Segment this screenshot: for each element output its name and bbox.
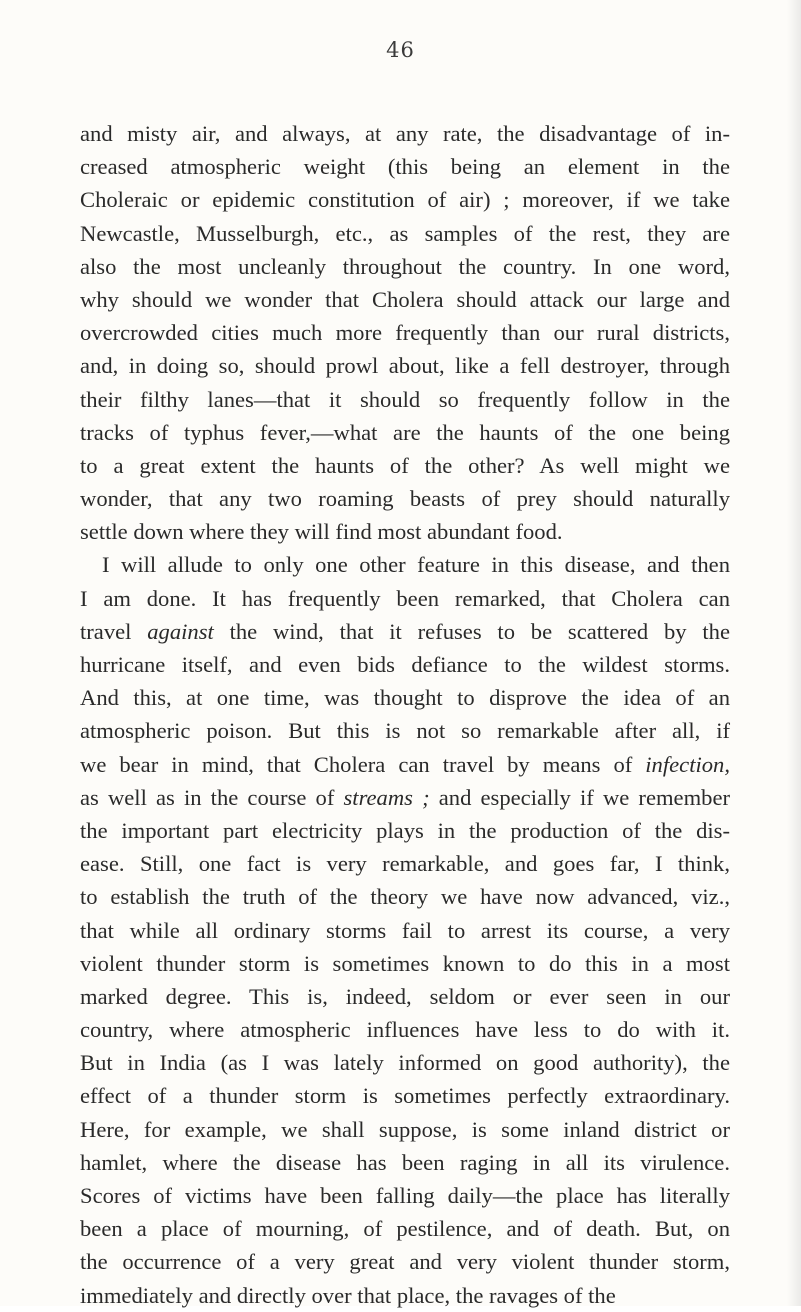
text-segment: been a place of mourning, of pestilence, and of death. But, on [80,1216,730,1242]
text-line [80,980,730,1013]
text-line [80,416,730,449]
text-line [80,1046,730,1079]
text-segment: why should we wonder that Cholera should attack our large and [80,286,730,312]
text-segment: effect of a thunder storm is sometimes perfectly extraordinary. [80,1083,730,1109]
text-segment: violent thunder storm is sometimes known to do this in a most [80,950,730,976]
text-line [80,1212,730,1245]
text-segment: travel [80,618,148,644]
text-line [80,847,730,880]
text-segment: and especially if we remember [429,784,731,810]
text-segment: Choleraic or epidemic constitution of air) ; moreover, if we take [80,187,730,213]
italic-text: against [147,618,214,644]
text-segment: tracks of typhus fever,—what are the haunts of the one being [80,419,730,445]
text-line [80,748,730,781]
text-line [80,1079,730,1112]
text-segment: to a great extent the haunts of the other? As well might we [80,452,730,478]
text-line [80,482,730,515]
text-line [80,383,730,416]
text-line [80,681,730,714]
text-segment: creased atmospheric weight (this being an element in the [80,154,730,180]
text-segment: hurricane itself, and even bids defiance to the wildest storms. [80,652,730,677]
text-segment: immediately and directly over that place, the ravages of the [80,1282,616,1308]
text-line [80,1146,730,1179]
text-line [80,582,730,615]
text-line [80,316,730,349]
text-line [80,1279,730,1312]
body-text [80,117,730,1312]
text-segment: the occurrence of a very great and very violent thunder storm, [80,1249,730,1275]
text-segment: Newcastle, Musselburgh, etc., as samples of the rest, they are [80,220,730,246]
text-segment: I am done. It has frequently been remarked, that Cholera can [80,585,730,611]
text-line [80,515,730,548]
text-segment: settle down where they will find most abundant food. [80,519,563,545]
text-line [80,814,730,847]
page-edge-shadow [787,0,801,1306]
text-line [80,283,730,316]
text-segment: the important part electricity plays in the production of the dis- [80,817,730,843]
text-line [80,781,730,814]
page-number: 46 [386,38,415,62]
text-segment: Here, for example, we shall suppose, is some inland district or [80,1116,730,1142]
text-segment: wonder, that any two roaming beasts of prey should naturally [80,486,730,512]
text-line [80,217,730,250]
text-segment: But in India (as I was lately informed on good authority), the [80,1050,730,1076]
text-line [80,449,730,482]
text-segment: as well as in the course of [80,784,344,810]
text-line [80,1179,730,1212]
text-segment: country, where atmospheric influences have less to do with it. [80,1017,730,1043]
text-line [80,1013,730,1046]
text-line [80,117,730,150]
text-line [80,349,730,382]
text-segment: hamlet, where the disease has been raging in all its virulence. [80,1149,730,1175]
text-line [80,714,730,747]
text-segment: overcrowded cities much more frequently than our rural districts, [80,320,730,346]
text-segment: and misty air, and always, at any rate, the disadvantage of in- [80,121,730,146]
text-segment: Scores of victims have been falling daily—the place has literally [80,1183,730,1208]
text-line [80,648,730,681]
text-line [80,150,730,183]
text-segment: also the most uncleanly throughout the country. In one word, [80,253,730,279]
text-segment: we bear in mind, that Cholera can travel by means of [80,751,646,777]
text-segment: the wind, that it refuses to be scattered by the [213,618,730,644]
text-segment: atmospheric poison. But this is not so remarkable after all, if [80,718,730,744]
text-line [80,183,730,216]
text-line [80,947,730,980]
text-line [80,880,730,913]
text-segment: that while all ordinary storms fail to arrest its course, a very [80,917,730,943]
text-segment: and, in doing so, should prowl about, like a fell destroyer, through [80,353,730,379]
text-line [80,1113,730,1146]
text-line [80,250,730,283]
text-line [80,615,730,648]
italic-text: streams ; [343,784,430,810]
italic-text: infection, [645,751,730,777]
text-segment: their filthy lanes—that it should so frequently follow in the [80,386,730,412]
text-line [80,548,730,581]
text-segment: marked degree. This is, indeed, seldom or ever seen in our [80,983,730,1009]
text-segment: ease. Still, one fact is very remarkable, and goes far, I think, [80,851,730,877]
text-line [80,1245,730,1278]
text-segment: I will allude to only one other feature in this disease, and then [102,552,730,578]
text-segment: And this, at one time, was thought to disprove the idea of an [80,685,730,711]
text-line [80,914,730,947]
text-segment: to establish the truth of the theory we have now advanced, viz., [80,884,730,910]
